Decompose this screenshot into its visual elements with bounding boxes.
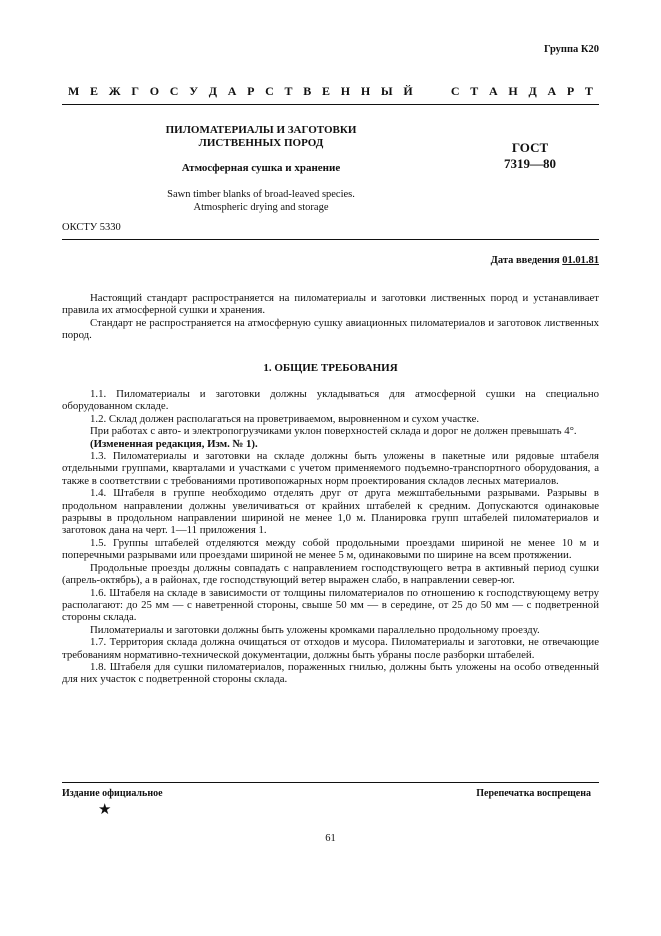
gost-code: 7319—80 — [504, 156, 556, 171]
banner-letter: Т — [284, 84, 293, 98]
subtitle: Атмосферная сушка и хранение — [181, 162, 341, 174]
okstu-code: ОКСТУ 5330 — [62, 222, 121, 233]
banner-letter: Д — [528, 84, 537, 98]
official-edition-note: Издание официальное — [62, 788, 163, 799]
bottom-rule — [62, 782, 599, 783]
paragraph: Продольные проезды должны совпадать с направлением господствующего ветра в активный период сушки (апрель-октябрь), а в районах, где господствующий ветер выражен слабо, в направлении север-юг. — [62, 561, 599, 587]
banner-letter: У — [189, 84, 198, 98]
banner-letter — [437, 84, 440, 99]
paragraph: При работах с авто- и электропогрузчиками уклон поверхностей склада и дорог не должен превышать 4°. — [90, 425, 577, 438]
banner-letter: С — [169, 84, 179, 98]
introduction-date — [491, 255, 599, 266]
top-rule — [62, 104, 599, 105]
banner-letter: С — [265, 84, 274, 98]
banner-letter: А — [547, 84, 557, 98]
paragraph: 1.4. Штабеля в группе необходимо отделять друг от друга межштабельными разрывами. Разрывы в продольном направлении должны увеличиваться от крайних штабелей к средним. Допускаются одинаковые разрывы в продольном направлении шириной не менее 1,0 м. Планировка групп штабелей пиломатериалов и заготовок дана на черт. 1—11 приложения 1. — [62, 487, 599, 537]
title-line-1: ПИЛОМАТЕРИАЛЫ И ЗАГОТОВКИ — [165, 124, 357, 136]
gost-label: ГОСТ — [511, 140, 549, 155]
banner-letter: Д — [208, 84, 217, 98]
banner-letter: Ж — [108, 84, 121, 98]
paragraph: 1.2. Склад должен располагаться на проветриваемом, выровненном и сухом участке. — [90, 412, 480, 425]
banner-letter: Т — [584, 84, 593, 98]
title-english-line-1: Sawn timber blanks of broad-leaved species. — [167, 189, 355, 200]
banner-letter: А — [489, 84, 498, 98]
interstate-standard-banner — [68, 84, 593, 99]
banner-letter: Р — [566, 84, 575, 98]
intro-paragraph: Стандарт не распространяется на атмосферную сушку авиационных пиломатериалов и заготовок лиственных пород. — [62, 316, 599, 342]
paragraph: 1.1. Пиломатериалы и заготовки должны укладываться для атмосферной сушки на специально оборудованном складе. — [62, 388, 599, 413]
middle-rule — [62, 239, 599, 240]
paragraph: Пиломатериалы и заготовки должны быть уложены кромками параллельно продольному проезду. — [90, 623, 540, 636]
paragraph: 1.8. Штабеля для сушки пиломатериалов, пораженных гнилью, должны быть уложены на особо отведенный для них участок с подветренной стороны склада. — [62, 660, 599, 686]
section-heading: 1. ОБЩИЕ ТРЕБОВАНИЯ — [263, 362, 398, 374]
banner-letter: Т — [470, 84, 479, 98]
intro-text — [62, 292, 599, 342]
star-icon: ★ — [98, 802, 112, 818]
paragraph: 1.5. Группы штабелей отделяются между собой продольными проездами шириной не менее 10 м и поперечными разрывами или проездами шириной не менее 5 м, одинаковыми по ширине на всем протяжении. — [62, 536, 599, 562]
date-label: Дата введения — [490, 255, 563, 266]
banner-letter: О — [149, 84, 160, 98]
gost-number — [490, 140, 570, 172]
paragraph: 1.3. Пиломатериалы и заготовки на складе должны быть уложены в пакетные или рядовые штабеля отдельными группами, кварталами и участками с учетом применяемого подъемно-транспортного оборудования, а также в соответствии с требованиями противопожарных норм проектирования складов лесных материалов. — [62, 450, 599, 487]
banner-letter: А — [227, 84, 237, 98]
banner-letter — [423, 84, 426, 99]
banner-letter: М — [68, 84, 80, 98]
title-line-2: ЛИСТВЕННЫХ ПОРОД — [198, 137, 324, 149]
banner-letter: С — [450, 84, 460, 98]
page-number: 61 — [325, 833, 336, 844]
paragraph: 1.6. Штабеля на складе в зависимости от толщины пиломатериалов по отношению к господствующему ветру располагают: до 25 мм — с наветренной стороны, свыше 50 мм — в середине, от 25 до 50 мм — с подветренной стороны склада. — [62, 586, 599, 624]
paragraph: 1.7. Территория склада должна очищаться от отходов и мусора. Пиломатериалы и заготовки, не отвечающие требованиям нормативно-технической документации, должны быть убраны после разборки штабелей. — [62, 636, 599, 661]
title-block — [150, 124, 372, 214]
banner-letter: Н — [340, 84, 351, 98]
banner-letter: Н — [360, 84, 371, 98]
banner-letter: Е — [90, 84, 99, 98]
banner-letter: В — [303, 84, 312, 98]
date-value: 01.01.81 — [562, 255, 599, 266]
banner-letter: Ы — [380, 84, 393, 98]
banner-letter: Е — [322, 84, 331, 98]
group-code: Группа К20 — [543, 44, 599, 55]
title-english-line-2: Atmospheric drying and storage — [193, 202, 329, 213]
intro-paragraph: Настоящий стандарт распространяется на пиломатериалы и заготовки лиственных пород и устанавливает правила их атмосферной сушки и хранения. — [62, 292, 599, 317]
section-body — [62, 388, 599, 686]
banner-letter: Г — [131, 84, 140, 98]
reprint-prohibited-note: Перепечатка воспрещена — [476, 788, 591, 799]
banner-letter: Н — [508, 84, 518, 98]
banner-letter: Р — [247, 84, 255, 98]
amendment-note: (Измененная редакция, Изм. № 1). — [90, 437, 258, 450]
banner-letter: Й — [403, 84, 413, 98]
